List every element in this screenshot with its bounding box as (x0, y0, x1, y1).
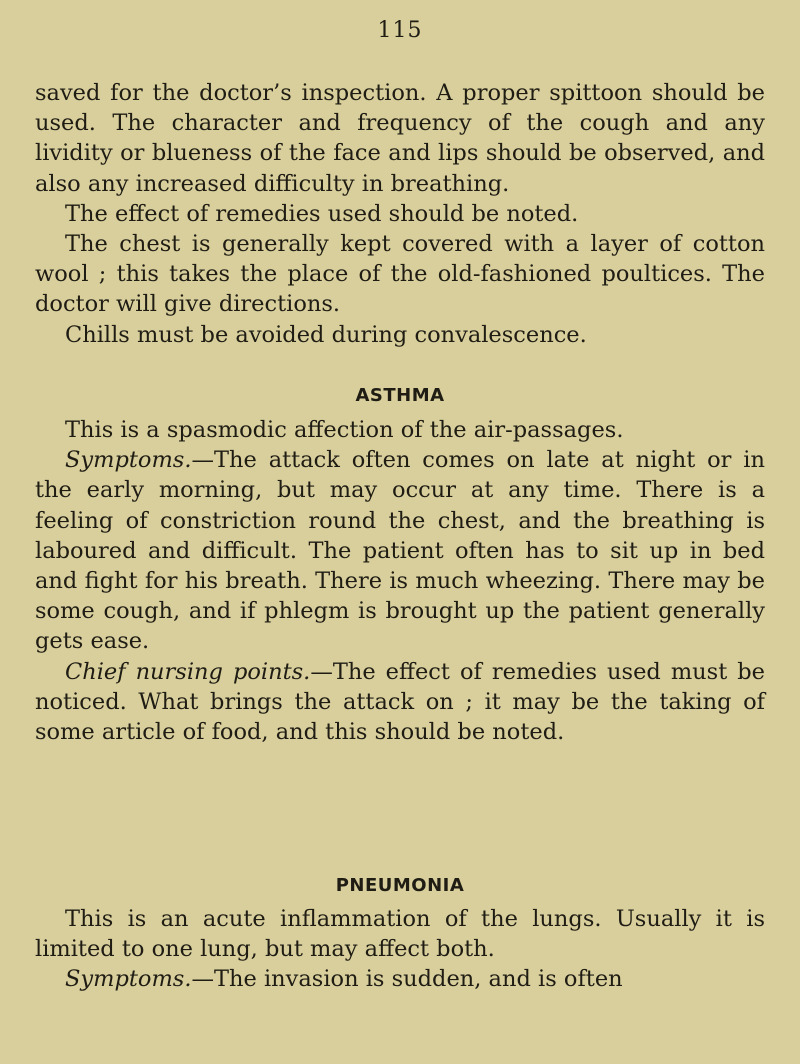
pneumonia-symptoms-text: —The invasion is sudden, and is often (191, 966, 623, 993)
section-heading-pneumonia: PNEUMONIA (335, 875, 465, 896)
paragraph-chills: Chills must be avoided during convalescence. (65, 321, 587, 348)
asthma-section (35, 415, 765, 747)
asthma-symptoms (35, 445, 765, 656)
opening-section (35, 78, 765, 350)
asthma-nursing-points (35, 657, 765, 748)
asthma-nursing-text: —The effect of remedies used must be noticed. What brings the attack on ; it may be the taking of some article of food, and this should be noted. (35, 658, 765, 746)
pneumonia-symptoms (35, 964, 765, 994)
pneumonia-intro: This is an acute inflammation of the lungs. Usually it is limited to one lung, but may affect both. (35, 906, 765, 963)
pneumonia-section (35, 904, 765, 995)
paragraph-remedies: The effect of remedies used should be noted. (65, 200, 579, 227)
pneumonia-symptoms-label: Symptoms. (65, 966, 192, 993)
paragraph-inspection: saved for the doctor’s inspection. A proper spittoon should be used. The character and frequency of the cough and any lividity or blueness of the face and lips should be observed, and also any increased difficulty in breathing. (35, 80, 765, 197)
paragraph-chest: The chest is generally kept covered with a layer of cotton wool ; this takes the place of the old-fashioned poultices. The doctor will give directions. (35, 231, 765, 318)
asthma-symptoms-label: Symptoms. (65, 447, 192, 474)
page-number: 115 (377, 18, 423, 43)
asthma-intro: This is a spasmodic affection of the air-passages. (65, 417, 624, 443)
asthma-symptoms-text: —The attack often comes on late at night or in the early morning, but may occur at any time. There is a feeling of constriction round the chest, and the breathing is laboured and difficult. The patient often has to sit up in bed and fight for his breath. There is much wheezing. There may be some cough, and if phlegm is brought up the patient generally gets ease. (35, 447, 765, 655)
section-heading-asthma: ASTHMA (355, 385, 445, 406)
asthma-nursing-label: Chief nursing points. (65, 658, 311, 685)
